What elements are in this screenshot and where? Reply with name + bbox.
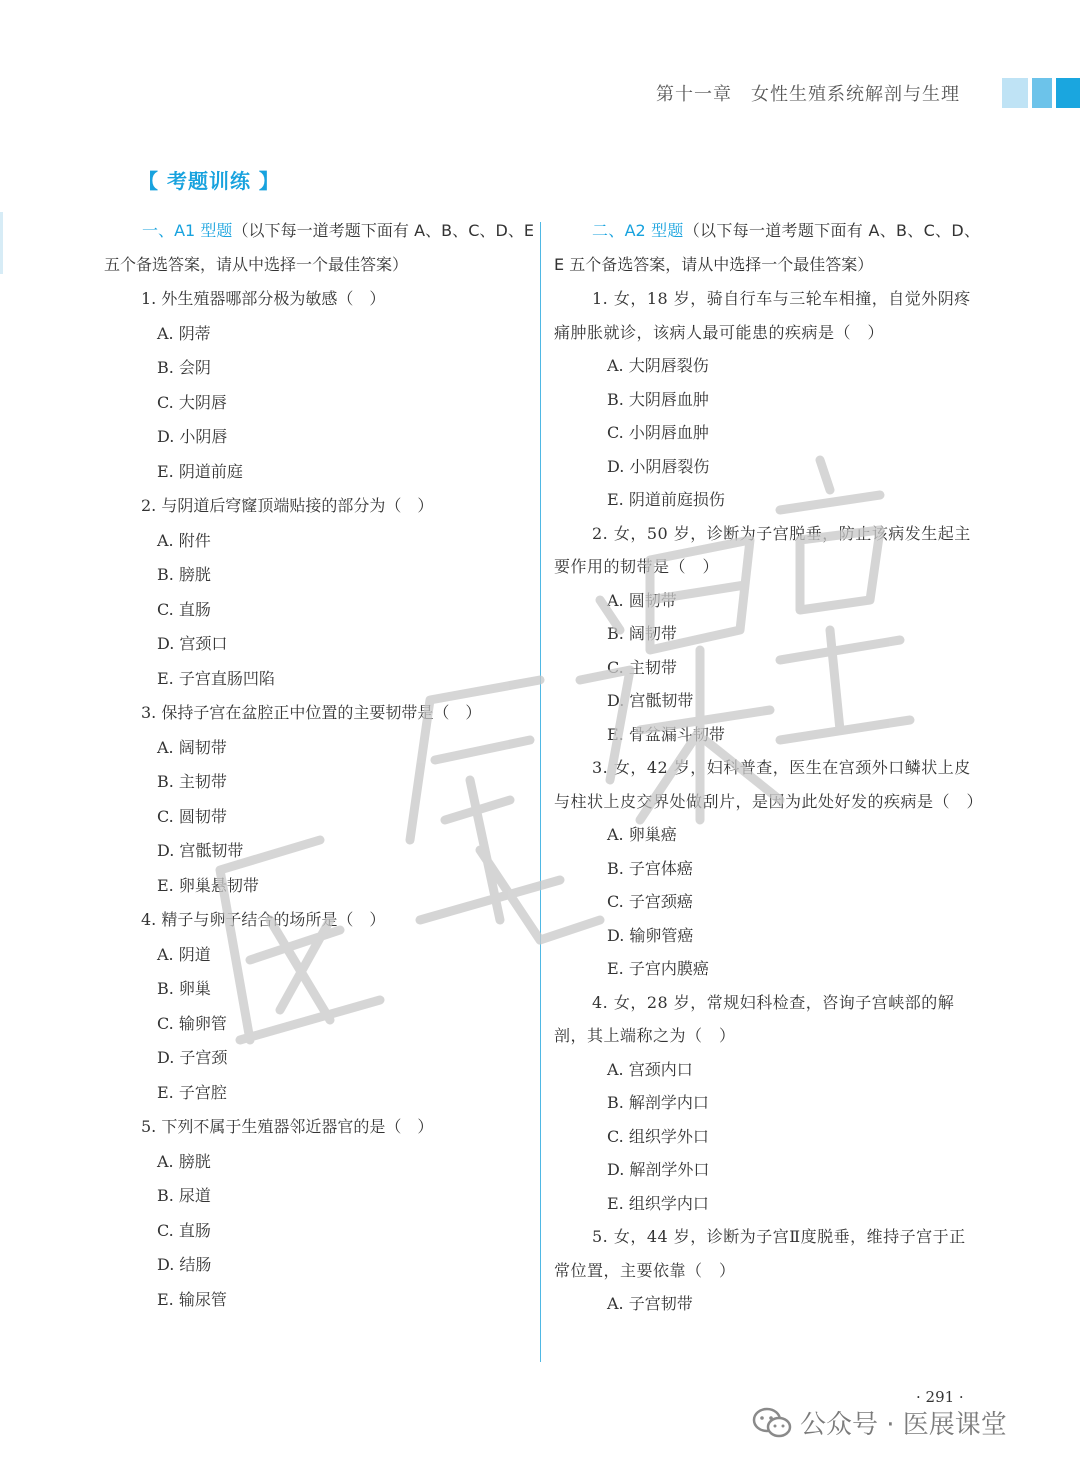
footer-watermark xyxy=(752,1404,1007,1441)
a2-heading xyxy=(554,214,980,282)
column-divider xyxy=(540,222,541,1362)
question-stem: 5. 下列不属于生殖器邻近器官的是（ ） xyxy=(141,1117,434,1136)
a2-heading-label: 二、A2 型题 xyxy=(592,221,684,240)
answer-option: B. 解剖学内口 xyxy=(607,1093,709,1112)
a1-heading-label: 一、A1 型题 xyxy=(142,221,233,240)
question-stem: 5. 女，44 岁，诊断为子宫Ⅱ度脱垂，维持子宫于正常位置，主要依靠（ ） xyxy=(554,1227,966,1280)
answer-option: E. 骨盆漏斗韧带 xyxy=(607,724,725,744)
answer-option: B. 膀胱 xyxy=(157,565,211,584)
left-edge-bar xyxy=(0,212,3,274)
answer-option: B. 会阴 xyxy=(157,358,211,377)
answer-option: E. 子宫腔 xyxy=(157,1082,227,1102)
answer-option: D. 小阴唇 xyxy=(157,427,228,446)
answer-option: E. 输尿管 xyxy=(157,1289,227,1309)
answer-option: D. 宫颈口 xyxy=(157,634,228,653)
answer-option: B. 主韧带 xyxy=(157,772,227,791)
question-stem: 1. 女，18 岁，骑自行车与三轮车相撞，自觉外阴疼痛肿胀就诊，该病人最可能患的疾病是（ ） xyxy=(554,289,971,342)
answer-option: A. 子宫韧带 xyxy=(607,1294,693,1313)
answer-option: C. 组织学外口 xyxy=(607,1126,709,1146)
answer-option: B. 卵巢 xyxy=(157,979,211,998)
question-stem: 2. 与阴道后穹窿顶端贴接的部分为（ ） xyxy=(141,496,434,515)
answer-option: A. 圆韧带 xyxy=(607,590,677,610)
left-column xyxy=(104,214,534,1317)
answer-option: E. 子宫直肠凹陷 xyxy=(157,668,275,688)
answer-option: C. 子宫颈癌 xyxy=(607,892,693,911)
accent-block-mid xyxy=(1032,78,1052,108)
wechat-icon xyxy=(752,1407,792,1439)
answer-option: C. 输卵管 xyxy=(157,1013,227,1033)
answer-option: D. 解剖学外口 xyxy=(607,1160,710,1179)
question-stem: 4. 女，28 岁，常规妇科检查，咨询子宫峡部的解剖，其上端称之为（ ） xyxy=(554,992,955,1045)
answer-option: D. 宫骶韧带 xyxy=(607,691,694,710)
answer-option: D. 输卵管癌 xyxy=(607,925,694,945)
answer-option: A. 宫颈内口 xyxy=(607,1059,693,1079)
section-title: 【 考题训练 】 xyxy=(138,169,280,193)
answer-option: D. 子宫颈 xyxy=(157,1048,228,1067)
answer-option: B. 子宫体癌 xyxy=(607,858,693,878)
answer-option: E. 组织学内口 xyxy=(607,1193,709,1213)
a1-heading-instructions: （以下每一道考题下面有 A、B、C、D、E 五个备选答案，请从中选择一个最佳答案） xyxy=(104,221,534,274)
question-stem: 1. 外生殖器哪部分极为敏感（ ） xyxy=(141,289,386,308)
a1-question-list xyxy=(104,282,534,1317)
answer-option: B. 阔韧带 xyxy=(607,624,677,643)
answer-option: C. 直肠 xyxy=(157,599,211,619)
answer-option: B. 尿道 xyxy=(157,1186,211,1205)
accent-block-dark xyxy=(1056,78,1080,108)
answer-option: E. 阴道前庭 xyxy=(157,461,243,481)
answer-option: A. 大阴唇裂伤 xyxy=(607,356,709,375)
answer-option: A. 阴蒂 xyxy=(157,323,211,343)
question-stem: 3. 保持子宫在盆腔正中位置的主要韧带是（ ） xyxy=(141,703,482,722)
chapter-title: 第十一章 女性生殖系统解剖与生理 xyxy=(656,84,960,105)
answer-option: A. 膀胱 xyxy=(157,1151,211,1171)
answer-option: E. 阴道前庭损伤 xyxy=(607,490,725,509)
answer-option: D. 小阴唇裂伤 xyxy=(607,456,710,476)
answer-option: E. 卵巢悬韧带 xyxy=(157,875,259,895)
answer-option: B. 大阴唇血肿 xyxy=(607,389,709,409)
watermark-text: 公众号 · 医展课堂 xyxy=(800,1410,1007,1440)
page-number: · 291 · xyxy=(916,1388,964,1406)
a1-heading xyxy=(104,214,534,282)
answer-option: C. 大阴唇 xyxy=(157,392,227,412)
a2-heading-instructions: （以下每一道考题下面有 A、B、C、D、E 五个备选答案，请从中选择一个最佳答案） xyxy=(554,221,980,274)
right-column xyxy=(554,214,984,1321)
answer-option: C. 主韧带 xyxy=(607,657,677,677)
a2-question-list xyxy=(554,282,984,1321)
question-stem: 4. 精子与卵子结合的场所是（ ） xyxy=(141,910,386,929)
answer-option: C. 直肠 xyxy=(157,1220,211,1240)
answer-option: D. 结肠 xyxy=(157,1255,212,1274)
answer-option: A. 阔韧带 xyxy=(157,737,227,757)
answer-option: A. 阴道 xyxy=(157,944,211,964)
accent-block-light xyxy=(1002,78,1028,108)
answer-option: C. 圆韧带 xyxy=(157,806,227,826)
question-stem: 3. 女，42 岁，妇科普查，医生在宫颈外口鳞状上皮与柱状上皮交界处做刮片，是因为此处好发的疾病是（ ） xyxy=(554,758,984,811)
answer-option: A. 附件 xyxy=(157,530,211,550)
answer-option: D. 宫骶韧带 xyxy=(157,841,244,860)
answer-option: C. 小阴唇血肿 xyxy=(607,423,709,442)
question-stem: 2. 女，50 岁，诊断为子宫脱垂，防止该病发生起主要作用的韧带是（ ） xyxy=(554,523,971,576)
answer-option: E. 子宫内膜癌 xyxy=(607,959,709,978)
answer-option: A. 卵巢癌 xyxy=(607,825,677,844)
